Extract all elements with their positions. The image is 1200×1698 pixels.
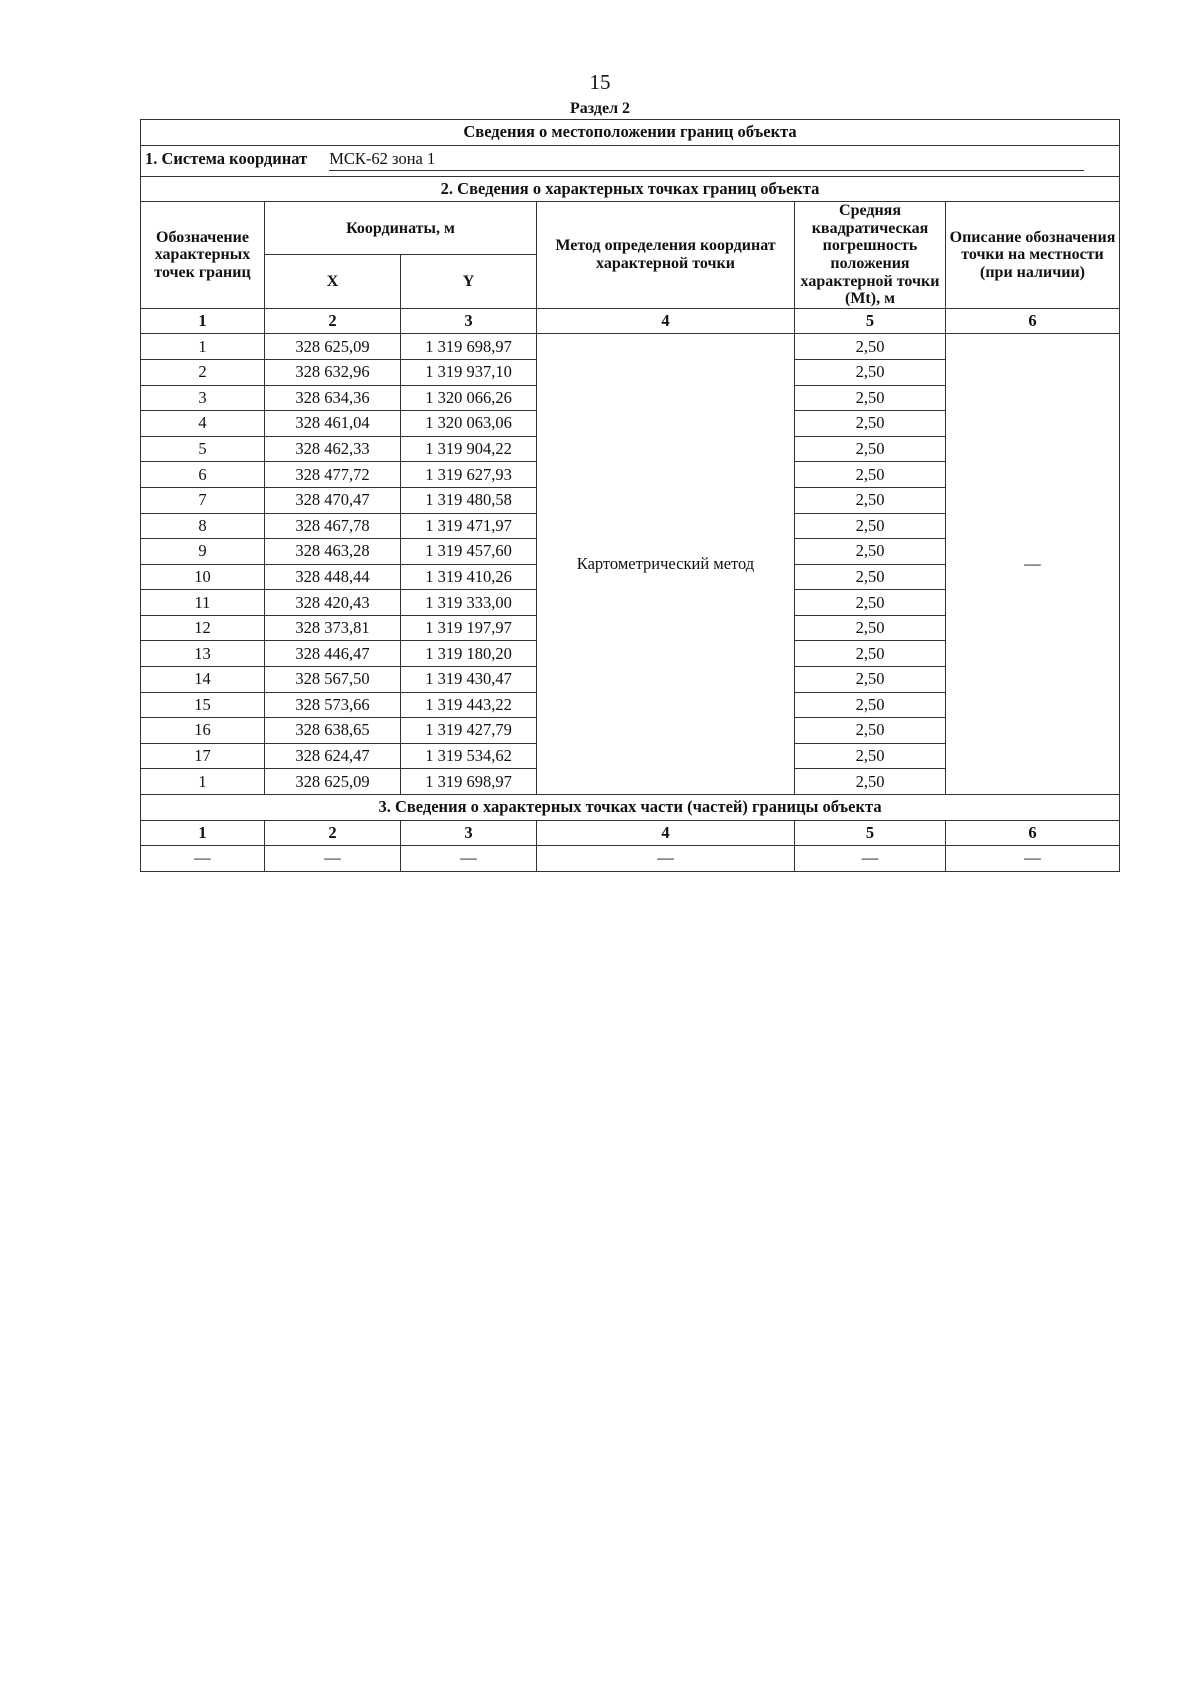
point-error: 2,50 bbox=[795, 462, 946, 488]
parts-section-row bbox=[141, 795, 1120, 821]
parts-cell: — bbox=[537, 846, 795, 872]
column-number: 5 bbox=[795, 820, 946, 846]
point-number: 5 bbox=[141, 436, 265, 462]
header-x: X bbox=[265, 255, 401, 308]
point-number: 3 bbox=[141, 385, 265, 411]
point-number: 4 bbox=[141, 411, 265, 437]
column-number: 4 bbox=[537, 820, 795, 846]
point-x: 328 567,50 bbox=[265, 667, 401, 693]
boundary-table bbox=[140, 119, 1120, 872]
point-y: 1 320 066,26 bbox=[401, 385, 537, 411]
point-number: 16 bbox=[141, 718, 265, 744]
point-error: 2,50 bbox=[795, 590, 946, 616]
header-description: Описание обозначения точки на местности (при наличии) bbox=[946, 202, 1120, 309]
page-number: 15 bbox=[589, 70, 611, 94]
point-number: 1 bbox=[141, 769, 265, 795]
point-y: 1 319 333,00 bbox=[401, 590, 537, 616]
point-x: 328 634,36 bbox=[265, 385, 401, 411]
column-number: 6 bbox=[946, 308, 1120, 334]
point-number: 13 bbox=[141, 641, 265, 667]
point-error: 2,50 bbox=[795, 692, 946, 718]
point-y: 1 319 471,97 bbox=[401, 513, 537, 539]
table-row bbox=[141, 334, 1120, 360]
parts-cell: — bbox=[401, 846, 537, 872]
point-y: 1 319 197,97 bbox=[401, 615, 537, 641]
point-number: 7 bbox=[141, 487, 265, 513]
column-number: 2 bbox=[265, 308, 401, 334]
point-y: 1 319 180,20 bbox=[401, 641, 537, 667]
column-number: 1 bbox=[141, 820, 265, 846]
parts-section-title: 3. Сведения о характерных точках части (частей) границы объекта bbox=[141, 795, 1120, 821]
point-error: 2,50 bbox=[795, 411, 946, 437]
point-y: 1 319 698,97 bbox=[401, 334, 537, 360]
column-number: 3 bbox=[401, 308, 537, 334]
point-error: 2,50 bbox=[795, 718, 946, 744]
parts-cell: — bbox=[795, 846, 946, 872]
point-y: 1 319 410,26 bbox=[401, 564, 537, 590]
point-number: 12 bbox=[141, 615, 265, 641]
point-number: 10 bbox=[141, 564, 265, 590]
point-y: 1 319 904,22 bbox=[401, 436, 537, 462]
point-x: 328 573,66 bbox=[265, 692, 401, 718]
point-y: 1 320 063,06 bbox=[401, 411, 537, 437]
point-number: 8 bbox=[141, 513, 265, 539]
parts-cell: — bbox=[265, 846, 401, 872]
description-cell: — bbox=[946, 334, 1120, 795]
point-error: 2,50 bbox=[795, 385, 946, 411]
point-x: 328 624,47 bbox=[265, 743, 401, 769]
header-y: Y bbox=[401, 255, 537, 308]
point-number: 9 bbox=[141, 539, 265, 565]
parts-cell: — bbox=[141, 846, 265, 872]
coord-system-value: МСК-62 зона 1 bbox=[329, 150, 1084, 171]
point-x: 328 625,09 bbox=[265, 334, 401, 360]
column-number: 4 bbox=[537, 308, 795, 334]
column-number: 1 bbox=[141, 308, 265, 334]
point-y: 1 319 430,47 bbox=[401, 667, 537, 693]
header-method: Метод определения координат характерной точки bbox=[537, 202, 795, 309]
point-x: 328 463,28 bbox=[265, 539, 401, 565]
point-error: 2,50 bbox=[795, 615, 946, 641]
column-number: 3 bbox=[401, 820, 537, 846]
coord-system-row bbox=[141, 145, 1120, 176]
column-number: 2 bbox=[265, 820, 401, 846]
point-x: 328 470,47 bbox=[265, 487, 401, 513]
point-number: 15 bbox=[141, 692, 265, 718]
header-error: Средняя квадратическая погрешность положения характерной точки (Mt), м bbox=[795, 202, 946, 309]
point-y: 1 319 698,97 bbox=[401, 769, 537, 795]
point-y: 1 319 937,10 bbox=[401, 359, 537, 385]
point-error: 2,50 bbox=[795, 513, 946, 539]
point-number: 6 bbox=[141, 462, 265, 488]
point-x: 328 448,44 bbox=[265, 564, 401, 590]
point-y: 1 319 480,58 bbox=[401, 487, 537, 513]
point-x: 328 461,04 bbox=[265, 411, 401, 437]
point-x: 328 420,43 bbox=[265, 590, 401, 616]
section-title: Раздел 2 bbox=[569, 100, 631, 117]
point-y: 1 319 457,60 bbox=[401, 539, 537, 565]
point-error: 2,50 bbox=[795, 667, 946, 693]
point-number: 2 bbox=[141, 359, 265, 385]
parts-cell: — bbox=[946, 846, 1120, 872]
method-cell: Картометрический метод bbox=[537, 334, 795, 795]
point-x: 328 632,96 bbox=[265, 359, 401, 385]
point-error: 2,50 bbox=[795, 359, 946, 385]
point-x: 328 467,78 bbox=[265, 513, 401, 539]
point-y: 1 319 534,62 bbox=[401, 743, 537, 769]
header-designation: Обозначение характерных точек границ bbox=[141, 202, 265, 309]
point-error: 2,50 bbox=[795, 539, 946, 565]
table-title: Сведения о местоположении границ объекта bbox=[141, 120, 1120, 146]
point-error: 2,50 bbox=[795, 641, 946, 667]
point-error: 2,50 bbox=[795, 436, 946, 462]
point-x: 328 638,65 bbox=[265, 718, 401, 744]
header-coordinates: Координаты, м bbox=[265, 202, 537, 255]
coord-system-label: 1. Система координат bbox=[145, 149, 308, 169]
point-x: 328 446,47 bbox=[265, 641, 401, 667]
point-number: 14 bbox=[141, 667, 265, 693]
point-error: 2,50 bbox=[795, 334, 946, 360]
point-y: 1 319 627,93 bbox=[401, 462, 537, 488]
point-error: 2,50 bbox=[795, 769, 946, 795]
point-y: 1 319 427,79 bbox=[401, 718, 537, 744]
parts-column-number-row bbox=[141, 820, 1120, 846]
point-y: 1 319 443,22 bbox=[401, 692, 537, 718]
point-number: 11 bbox=[141, 590, 265, 616]
point-x: 328 373,81 bbox=[265, 615, 401, 641]
point-error: 2,50 bbox=[795, 564, 946, 590]
column-number: 6 bbox=[946, 820, 1120, 846]
point-error: 2,50 bbox=[795, 743, 946, 769]
point-x: 328 462,33 bbox=[265, 436, 401, 462]
point-x: 328 477,72 bbox=[265, 462, 401, 488]
point-number: 17 bbox=[141, 743, 265, 769]
parts-table-row bbox=[141, 846, 1120, 872]
point-x: 328 625,09 bbox=[265, 769, 401, 795]
column-number-row bbox=[141, 308, 1120, 334]
point-error: 2,50 bbox=[795, 487, 946, 513]
column-number: 5 bbox=[795, 308, 946, 334]
points-section-title: 2. Сведения о характерных точках границ объекта bbox=[141, 176, 1120, 202]
point-number: 1 bbox=[141, 334, 265, 360]
